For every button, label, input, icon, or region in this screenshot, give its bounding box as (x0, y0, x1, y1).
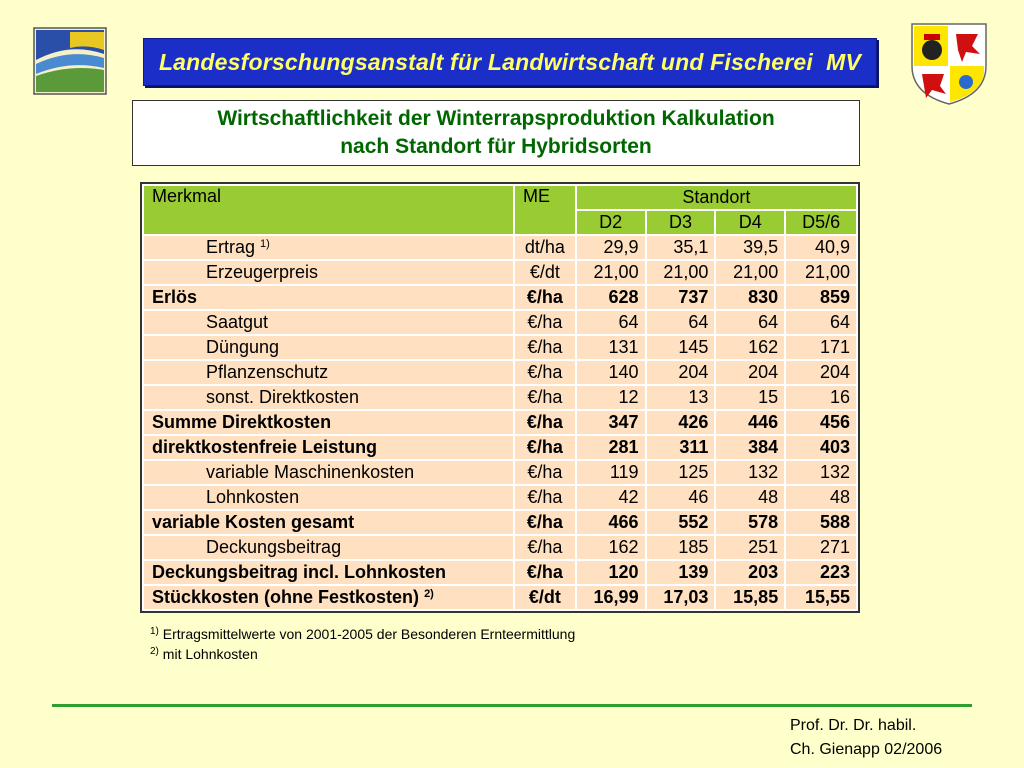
value-cell: 21,00 (576, 260, 646, 285)
value-cell: 131 (576, 335, 646, 360)
coat-of-arms-logo (908, 20, 990, 106)
value-cell: 13 (646, 385, 716, 410)
value-cell: 64 (576, 310, 646, 335)
header-standort-d2: D2 (576, 210, 646, 235)
row-unit: €/ha (514, 310, 576, 335)
header-merkmal: Merkmal (143, 185, 514, 235)
row-unit: €/ha (514, 285, 576, 310)
footnote-1-mark: 1) (150, 626, 159, 637)
table-row (143, 310, 857, 335)
value-cell: 48 (715, 485, 785, 510)
value-cell: 16 (785, 385, 857, 410)
row-unit: €/ha (514, 385, 576, 410)
value-cell: 859 (785, 285, 857, 310)
author-line-2: Ch. Gienapp 02/2006 (790, 741, 943, 758)
title-box (132, 100, 860, 166)
value-cell: 119 (576, 460, 646, 485)
value-cell: 21,00 (715, 260, 785, 285)
value-cell: 16,99 (576, 585, 646, 610)
title-line-1: Wirtschaftlichkeit der Winterrapsproduktion Kalkulation (217, 107, 775, 130)
table-body (143, 235, 857, 610)
value-cell: 446 (715, 410, 785, 435)
value-cell: 139 (646, 560, 716, 585)
value-cell: 132 (785, 460, 857, 485)
row-label-text: Pflanzenschutz (206, 362, 329, 382)
footnote-ref: 1) (260, 238, 270, 250)
value-cell: 552 (646, 510, 716, 535)
row-label-text: direktkostenfreie Leistung (152, 437, 378, 457)
row-label (143, 385, 514, 410)
row-unit: €/ha (514, 510, 576, 535)
row-unit: €/ha (514, 535, 576, 560)
row-label-text: sonst. Direktkosten (206, 387, 360, 407)
table-row (143, 385, 857, 410)
row-label (143, 585, 514, 610)
author-block (790, 714, 942, 762)
row-label (143, 360, 514, 385)
value-cell: 466 (576, 510, 646, 535)
value-cell: 120 (576, 560, 646, 585)
value-cell: 17,03 (646, 585, 716, 610)
row-label-text: Lohnkosten (206, 487, 300, 507)
row-label (143, 310, 514, 335)
value-cell: 64 (785, 310, 857, 335)
row-label-text: Summe Direktkosten (152, 412, 332, 432)
row-label (143, 335, 514, 360)
value-cell: 281 (576, 435, 646, 460)
table-row (143, 360, 857, 385)
value-cell: 426 (646, 410, 716, 435)
value-cell: 125 (646, 460, 716, 485)
row-unit: €/dt (514, 260, 576, 285)
value-cell: 140 (576, 360, 646, 385)
value-cell: 204 (646, 360, 716, 385)
value-cell: 42 (576, 485, 646, 510)
row-label-text: Deckungsbeitrag (206, 537, 342, 557)
row-label (143, 460, 514, 485)
row-unit: dt/ha (514, 235, 576, 260)
table-row (143, 510, 857, 535)
value-cell: 737 (646, 285, 716, 310)
value-cell: 162 (715, 335, 785, 360)
header-standort-d56: D5/6 (785, 210, 857, 235)
value-cell: 628 (576, 285, 646, 310)
row-label (143, 260, 514, 285)
table-row (143, 560, 857, 585)
value-cell: 40,9 (785, 235, 857, 260)
row-label (143, 410, 514, 435)
header-standort-d4: D4 (715, 210, 785, 235)
value-cell: 588 (785, 510, 857, 535)
row-label (143, 285, 514, 310)
footnotes (150, 624, 575, 664)
row-unit: €/ha (514, 360, 576, 385)
table-row (143, 335, 857, 360)
row-label-text: Ertrag (206, 237, 256, 257)
row-label-text: variable Kosten gesamt (152, 512, 355, 532)
footnote-1 (150, 624, 575, 644)
table-row (143, 235, 857, 260)
table-row (143, 460, 857, 485)
row-label (143, 485, 514, 510)
footnote-ref: 2) (424, 588, 434, 600)
value-cell: 39,5 (715, 235, 785, 260)
footnote-2-text: mit Lohnkosten (162, 646, 258, 662)
value-cell: 132 (715, 460, 785, 485)
row-label-text: Saatgut (206, 312, 269, 332)
row-unit: €/ha (514, 460, 576, 485)
value-cell: 21,00 (646, 260, 716, 285)
header-standort-d3: D3 (646, 210, 716, 235)
value-cell: 171 (785, 335, 857, 360)
row-unit: €/ha (514, 560, 576, 585)
value-cell: 29,9 (576, 235, 646, 260)
value-cell: 204 (715, 360, 785, 385)
value-cell: 162 (576, 535, 646, 560)
row-unit: €/ha (514, 335, 576, 360)
table-row (143, 485, 857, 510)
value-cell: 35,1 (646, 235, 716, 260)
row-unit: €/ha (514, 485, 576, 510)
value-cell: 311 (646, 435, 716, 460)
value-cell: 384 (715, 435, 785, 460)
row-label-text: Erlös (152, 287, 198, 307)
value-cell: 223 (785, 560, 857, 585)
divider-line (52, 704, 972, 707)
value-cell: 403 (785, 435, 857, 460)
value-cell: 64 (715, 310, 785, 335)
row-label-text: Düngung (206, 337, 280, 357)
value-cell: 578 (715, 510, 785, 535)
row-unit: €/dt (514, 585, 576, 610)
value-cell: 204 (785, 360, 857, 385)
row-label (143, 235, 514, 260)
header-banner (143, 38, 877, 86)
value-cell: 203 (715, 560, 785, 585)
footnote-1-text: Ertragsmittelwerte von 2001-2005 der Besonderen Ernteermittlung (162, 626, 576, 642)
value-cell: 15,85 (715, 585, 785, 610)
author-line-1: Prof. Dr. Dr. habil. (790, 717, 917, 734)
row-label-text: Stückkosten (ohne Festkosten) (152, 587, 420, 607)
row-label (143, 560, 514, 585)
value-cell: 46 (646, 485, 716, 510)
footnote-2 (150, 644, 575, 664)
row-label (143, 510, 514, 535)
value-cell: 830 (715, 285, 785, 310)
value-cell: 15 (715, 385, 785, 410)
value-cell: 347 (576, 410, 646, 435)
banner-title: Landesforschungsanstalt für Landwirtschaft und Fischerei MV (158, 48, 862, 75)
row-label-text: Deckungsbeitrag incl. Lohnkosten (152, 562, 447, 582)
value-cell: 271 (785, 535, 857, 560)
table-row (143, 285, 857, 310)
cost-calculation-table (142, 184, 858, 611)
row-unit: €/ha (514, 435, 576, 460)
row-label (143, 435, 514, 460)
table-row (143, 585, 857, 610)
table-row (143, 535, 857, 560)
footnote-2-mark: 2) (150, 646, 159, 657)
row-label (143, 535, 514, 560)
value-cell: 12 (576, 385, 646, 410)
title-line-2: nach Standort für Hybridsorten (340, 135, 652, 158)
table-row (143, 410, 857, 435)
value-cell: 145 (646, 335, 716, 360)
value-cell: 15,55 (785, 585, 857, 610)
header-standort: Standort (576, 185, 857, 210)
table-row (143, 435, 857, 460)
value-cell: 21,00 (785, 260, 857, 285)
row-label-text: Erzeugerpreis (206, 262, 319, 282)
row-unit: €/ha (514, 410, 576, 435)
value-cell: 64 (646, 310, 716, 335)
row-label-text: variable Maschinenkosten (206, 462, 415, 482)
value-cell: 185 (646, 535, 716, 560)
value-cell: 48 (785, 485, 857, 510)
institute-logo (30, 24, 110, 98)
header-me: ME (514, 185, 576, 235)
value-cell: 456 (785, 410, 857, 435)
table-row (143, 260, 857, 285)
value-cell: 251 (715, 535, 785, 560)
